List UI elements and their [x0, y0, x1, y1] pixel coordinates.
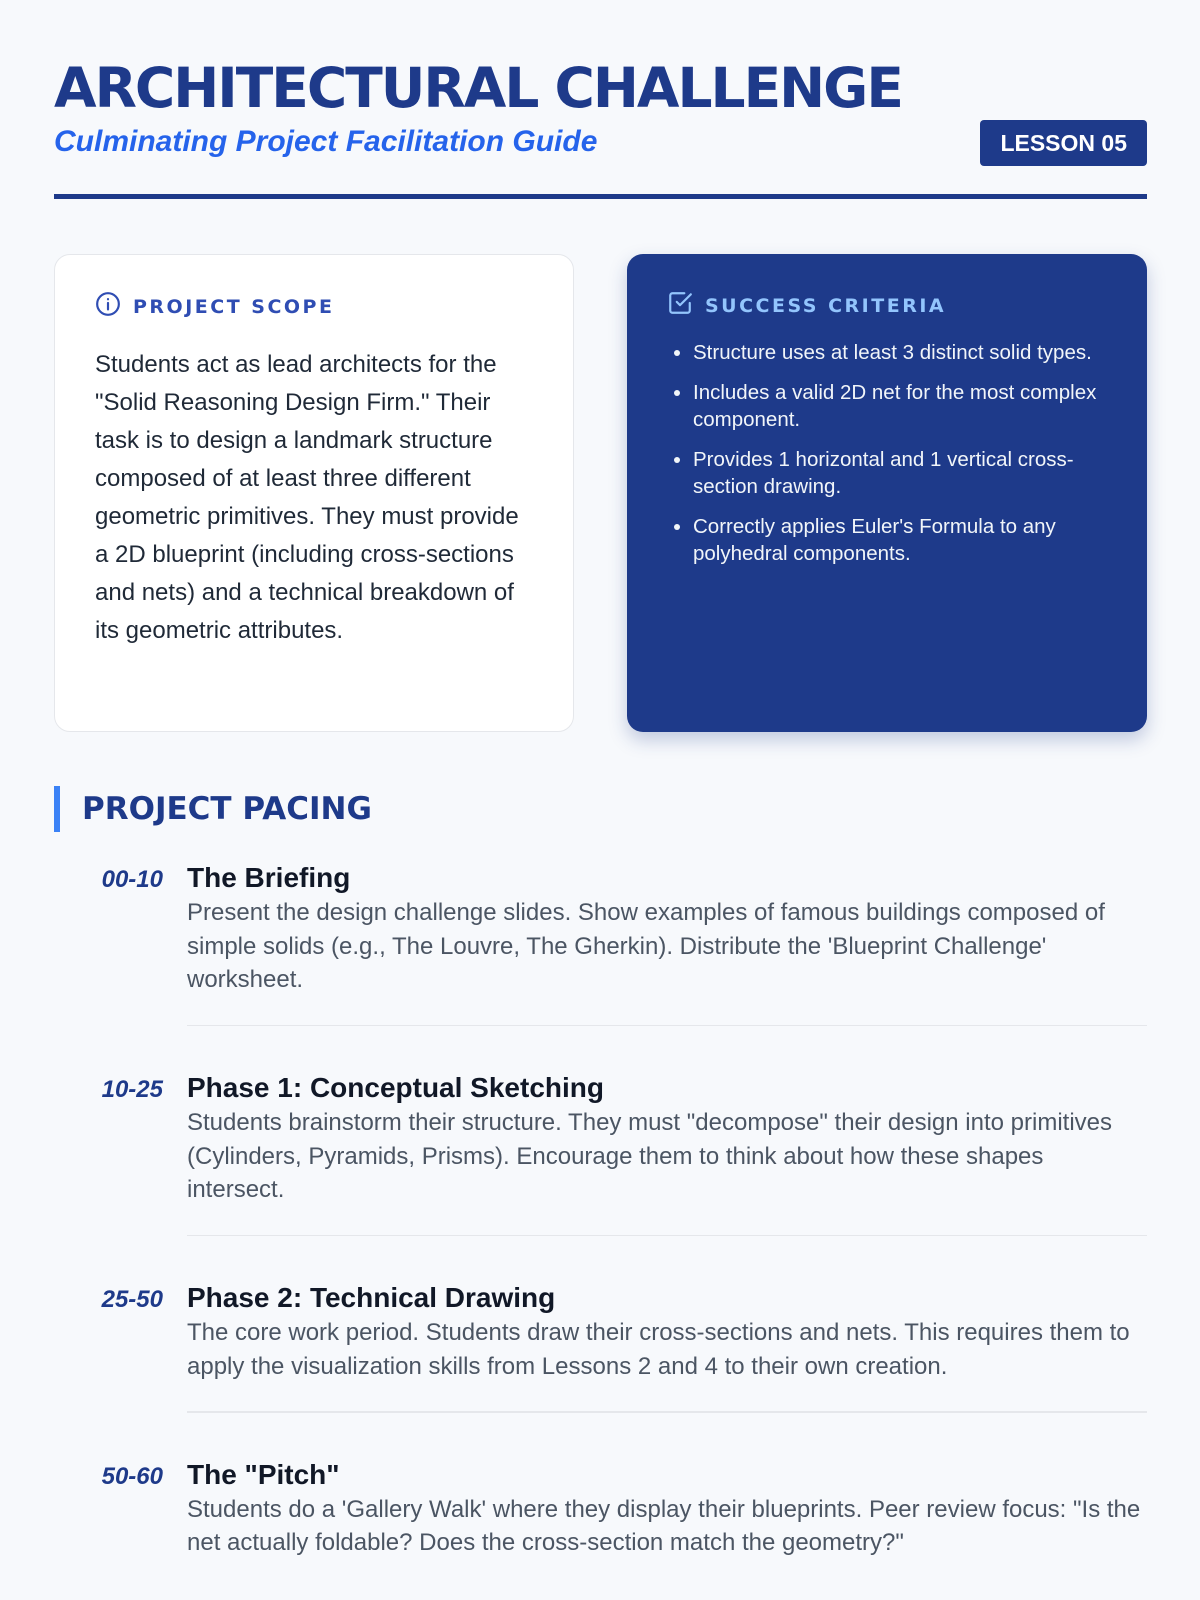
pacing-time: 25-50 [101, 1286, 163, 1313]
pacing-description: Present the design challenge slides. Show examples of famous buildings composed of simple solids (e.g., The Louvre, The Gherkin). Distribute the 'Blueprint Challenge' worksheet. [187, 899, 1105, 993]
header [54, 56, 1147, 160]
page-title: ARCHITECTURAL CHALLENGE [54, 56, 902, 120]
pacing-divider [187, 1411, 1147, 1413]
criteria-item: • Provides 1 horizontal and 1 vertical cross-section drawing. [693, 446, 1107, 500]
pacing-entry [54, 1070, 1147, 1236]
project-scope-header [95, 291, 533, 322]
pacing-entry [54, 1280, 1147, 1413]
pacing-divider [187, 1235, 1147, 1237]
pacing-title: Phase 2: Technical Drawing [187, 1282, 556, 1313]
success-criteria-heading: SUCCESS CRITERIA [705, 294, 947, 317]
pacing-time: 00-10 [101, 866, 163, 893]
project-scope-heading: PROJECT SCOPE [133, 295, 335, 318]
checkbox-icon [667, 290, 693, 321]
pacing-time: 10-25 [101, 1076, 163, 1103]
criteria-item: • Correctly applies Euler's Formula to any polyhedral components. [693, 513, 1107, 567]
pacing-timeline [54, 860, 1147, 1560]
criteria-item: • Structure uses at least 3 distinct solid types. [693, 339, 1107, 366]
pacing-entry [54, 860, 1147, 1026]
success-criteria-header [667, 290, 1107, 321]
project-scope-card [54, 254, 574, 732]
project-scope-text: Students act as lead architects for the "Solid Reasoning Design Firm." Their task is to design a landmark structure composed of at least three different geometric primitives. They must provide a 2D blueprint (including cross-sections and nets) and a technical breakdown of its geometric attributes. [95, 351, 519, 644]
pacing-entry [54, 1457, 1147, 1560]
pacing-description: Students brainstorm their structure. They must "decompose" their design into primitives (Cylinders, Pyramids, Prisms). Encourage them to think about how these shapes intersect. [187, 1109, 1112, 1203]
info-circle-icon [95, 291, 121, 322]
success-criteria-list [667, 339, 1107, 567]
project-pacing-heading: PROJECT PACING [54, 786, 372, 832]
page-subtitle: Culminating Project Facilitation Guide [54, 125, 598, 158]
pacing-description: The core work period. Students draw their cross-sections and nets. This requires them to apply the visualization skills from Lessons 2 and 4 to their own creation. [187, 1319, 1130, 1380]
header-divider [54, 194, 1147, 199]
pacing-title: Phase 1: Conceptual Sketching [187, 1072, 604, 1103]
success-criteria-card [627, 254, 1147, 732]
pacing-description: Students do a 'Gallery Walk' where they display their blueprints. Peer review focus: "Is the net actually foldable? Does the cross-section match the geometry?" [187, 1495, 1141, 1556]
lesson-badge: LESSON 05 [980, 120, 1147, 166]
criteria-item: • Includes a valid 2D net for the most complex component. [693, 379, 1107, 433]
pacing-title: The Briefing [187, 862, 351, 893]
pacing-divider [187, 1025, 1147, 1027]
pacing-title: The "Pitch" [187, 1458, 340, 1490]
pacing-time: 50-60 [101, 1462, 163, 1490]
